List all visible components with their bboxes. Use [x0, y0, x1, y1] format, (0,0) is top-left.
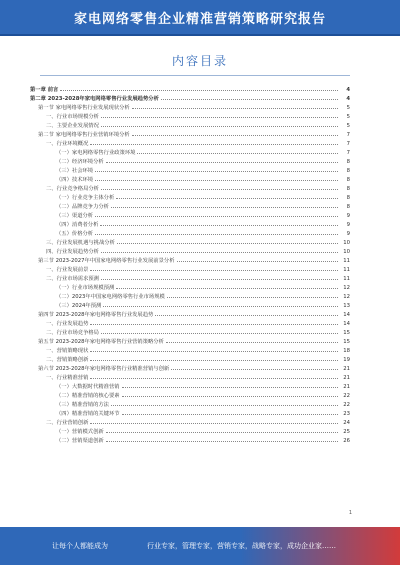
toc-entry-title: （四）技术环境 — [56, 177, 94, 183]
toc-entry[interactable] — [30, 120, 350, 129]
toc-entry-title: 一、行业精准营销 — [46, 375, 89, 381]
toc-entry[interactable] — [30, 165, 350, 174]
toc-entry-page: 11 — [343, 267, 350, 273]
toc-dot-leader — [106, 156, 338, 163]
toc-entry-page: 5 — [346, 105, 350, 111]
report-footer — [0, 527, 400, 565]
toc-entry-title: 四、行业发展趋势分析 — [46, 249, 99, 255]
toc-entry[interactable] — [30, 399, 350, 408]
toc-entry-page: 22 — [343, 393, 350, 399]
toc-entry-title: 二、行业竞争格局分析 — [46, 186, 99, 192]
toc-entry-title: 第五节 2023-2028年家电网络零售行业营销策略分析 — [38, 339, 164, 345]
toc-entry-page: 8 — [346, 168, 350, 174]
toc-dot-leader — [111, 399, 338, 406]
toc-entry-title: 二、主要企业发展情况 — [46, 123, 99, 129]
toc-entry[interactable] — [30, 246, 350, 255]
toc-entry[interactable] — [30, 147, 350, 156]
toc-entry-title: 一、营销策略现状 — [46, 348, 89, 354]
toc-dot-leader — [177, 255, 339, 262]
toc-entry-page: 21 — [343, 375, 350, 381]
toc-entry-page: 8 — [346, 186, 350, 192]
toc-entry-page: 21 — [343, 384, 350, 390]
toc-entry-page: 15 — [343, 339, 350, 345]
toc-entry-title: 第四节 2023-2028年家电网络零售行业发展趋势 — [38, 312, 154, 318]
toc-entry-title: 第一节 家电网络零售行业发展现状分析 — [38, 105, 130, 111]
toc-dot-leader — [117, 237, 338, 244]
toc-entry-title: （二）精准营销的核心要素 — [56, 393, 120, 399]
toc-entry[interactable] — [30, 300, 350, 309]
toc-entry-title: （一）行业竞争主体分析 — [56, 195, 115, 201]
toc-entry[interactable] — [30, 435, 350, 444]
toc-entry[interactable] — [30, 363, 350, 372]
toc-entry-page: 14 — [343, 312, 350, 318]
toc-dot-leader — [161, 93, 338, 100]
toc-dot-leader — [90, 345, 338, 352]
toc-entry-page: 15 — [343, 330, 350, 336]
toc-entry-title: （三）渠道分析 — [56, 213, 94, 219]
toc-dot-leader — [122, 408, 338, 415]
toc-dot-leader — [132, 129, 338, 136]
footer-slogan-right: 行业专家，管理专家，营销专家，战略专家，成功企业家…… — [147, 542, 336, 550]
toc-dot-leader — [90, 138, 338, 145]
toc-entry[interactable] — [30, 111, 350, 120]
toc-entry[interactable] — [30, 93, 350, 102]
toc-entry-page: 7 — [346, 141, 350, 147]
toc-entry-page: 8 — [346, 204, 350, 210]
toc-entry[interactable] — [30, 183, 350, 192]
toc-entry[interactable] — [30, 309, 350, 318]
toc-entry-title: 第二章 2023-2028年家电网络零售行业发展趋势分析 — [30, 96, 159, 102]
toc-entry-page: 23 — [343, 411, 350, 417]
toc-entry[interactable] — [30, 318, 350, 327]
toc-entry-title: 第三节 2023-2027年中国家电网络零售行业发展前景分析 — [38, 258, 175, 264]
toc-entry[interactable] — [30, 417, 350, 426]
toc-dot-leader — [60, 84, 338, 91]
toc-entry-page: 4 — [346, 96, 350, 102]
toc-entry-title: （一）大数据时代精准营销 — [56, 384, 120, 390]
toc-dot-leader — [132, 102, 338, 109]
toc-entry-title: （二）营销渠道创新 — [56, 438, 104, 444]
toc-dot-leader — [171, 363, 338, 370]
toc-title-rule — [40, 75, 350, 76]
page-number: 1 — [348, 510, 352, 516]
toc-entry[interactable] — [30, 336, 350, 345]
toc-entry-title: （三）精准营销的方法 — [56, 402, 109, 408]
toc-entry[interactable] — [30, 156, 350, 165]
toc-entry[interactable] — [30, 192, 350, 201]
toc-entry-title: （三）2024年预测 — [56, 303, 102, 309]
toc-entry-page: 12 — [343, 285, 350, 291]
toc-entry-page: 22 — [343, 402, 350, 408]
toc-entry[interactable] — [30, 264, 350, 273]
toc-entry-title: （二）2023年中国家电网络零售行业市场规模 — [56, 294, 165, 300]
toc-dot-leader — [90, 354, 338, 361]
toc-dot-leader — [122, 381, 338, 388]
toc-entry-page: 24 — [343, 420, 350, 426]
toc-dot-leader — [167, 291, 338, 298]
toc-dot-leader — [100, 219, 338, 226]
toc-entry-title: （一）行业市场规模预测 — [56, 285, 115, 291]
toc-entry-page: 10 — [343, 249, 350, 255]
toc-entry-page: 9 — [346, 222, 350, 228]
toc-dot-leader — [101, 273, 338, 280]
toc-dot-leader — [90, 264, 338, 271]
toc-entry[interactable] — [30, 84, 350, 93]
toc-entry-title: （四）消费者分析 — [56, 222, 99, 228]
toc-entry[interactable] — [30, 372, 350, 381]
toc-entry-title: （一）家电网络零售行业政策环境 — [56, 150, 136, 156]
toc-entry[interactable] — [30, 201, 350, 210]
toc-dot-leader — [101, 120, 338, 127]
toc-entry-page: 9 — [346, 213, 350, 219]
toc-entry-page: 14 — [343, 321, 350, 327]
toc-dot-leader — [155, 309, 338, 316]
toc-entry[interactable] — [30, 381, 350, 390]
header-divider — [0, 34, 400, 36]
toc-entry-title: 第二节 家电网络零售行业营销环境分析 — [38, 132, 130, 138]
toc-entry-title: 第一章 前言 — [30, 87, 59, 93]
toc-entry[interactable] — [30, 174, 350, 183]
toc-entry-page: 5 — [346, 114, 350, 120]
toc-entry-title: 第六节 2023-2028年家电网络零售行业精准营销与创新 — [38, 366, 170, 372]
toc-dot-leader — [116, 282, 338, 289]
toc-entry[interactable] — [30, 390, 350, 399]
report-header — [0, 0, 400, 34]
toc-entry-page: 9 — [346, 231, 350, 237]
toc-entry-page: 8 — [346, 159, 350, 165]
toc-entry-page: 5 — [346, 123, 350, 129]
toc-entry[interactable] — [30, 408, 350, 417]
toc-dot-leader — [95, 165, 338, 172]
toc-dot-leader — [106, 426, 338, 433]
toc-dot-leader — [166, 336, 338, 343]
toc-entry-page: 10 — [343, 240, 350, 246]
toc-entry-title: 一、行业发展前景 — [46, 267, 89, 273]
toc-entry[interactable] — [30, 354, 350, 363]
toc-entry[interactable] — [30, 237, 350, 246]
toc-entry-title: （三）社会环境 — [56, 168, 94, 174]
toc-entry-page: 13 — [343, 303, 350, 309]
toc-entry-title: 二、行业市场竞争格局 — [46, 330, 99, 336]
toc-dot-leader — [95, 210, 338, 217]
toc-entry[interactable] — [30, 345, 350, 354]
toc-dot-leader — [90, 417, 338, 424]
toc-dot-leader — [101, 327, 338, 334]
toc-entry-title: （五）价格分析 — [56, 231, 94, 237]
toc-entry-page: 8 — [346, 177, 350, 183]
toc-entry-title: （一）营销模式创新 — [56, 429, 104, 435]
toc-dot-leader — [101, 183, 338, 190]
toc-entry[interactable] — [30, 426, 350, 435]
toc-entry-page: 7 — [346, 150, 350, 156]
toc-entry-page: 18 — [343, 348, 350, 354]
toc-title: 内容目录 — [171, 54, 228, 68]
toc-dot-leader — [106, 435, 338, 442]
toc-dot-leader — [111, 201, 338, 208]
toc-entry-title: 二、行业市场需求预测 — [46, 276, 99, 282]
toc-entry-page: 11 — [343, 276, 350, 282]
toc-dot-leader — [122, 390, 338, 397]
toc-entry-page: 8 — [346, 195, 350, 201]
toc-dot-leader — [116, 192, 338, 199]
toc-dot-leader — [103, 300, 338, 307]
toc-entry[interactable] — [30, 327, 350, 336]
toc-entry-title: （二）经济环境分析 — [56, 159, 104, 165]
toc-entry-page: 19 — [343, 357, 350, 363]
toc-entry-title: 一、行业发展趋势 — [46, 321, 89, 327]
toc-entry[interactable] — [30, 129, 350, 138]
toc-entry[interactable] — [30, 255, 350, 264]
toc-entry-title: 三、行业发展机遇与挑战分析 — [46, 240, 115, 246]
toc-dot-leader — [101, 246, 338, 253]
toc-entry-page: 21 — [343, 366, 350, 372]
toc-entry[interactable] — [30, 228, 350, 237]
toc-entry-title: （四）精准营销的关键环节 — [56, 411, 120, 417]
toc-entry-title: 一、行业市场规模分析 — [46, 114, 99, 120]
toc-entry-title: 二、行业营销创新 — [46, 420, 89, 426]
toc-dot-leader — [95, 174, 338, 181]
toc-dot-leader — [90, 318, 338, 325]
report-title: 家电网络零售企业精准营销策略研究报告 — [73, 11, 326, 27]
toc-entry[interactable] — [30, 102, 350, 111]
toc-entry-title: 二、营销策略创新 — [46, 357, 89, 363]
toc-entry[interactable] — [30, 210, 350, 219]
toc-entry-page: 25 — [343, 429, 350, 435]
toc-dot-leader — [95, 228, 338, 235]
toc-entry[interactable] — [30, 291, 350, 300]
toc-dot-leader — [101, 111, 338, 118]
toc-entry-page: 7 — [346, 132, 350, 138]
toc-dot-leader — [137, 147, 338, 154]
toc-entry-page: 4 — [346, 87, 350, 93]
toc-entry-page: 12 — [343, 294, 350, 300]
toc-dot-leader — [90, 372, 338, 379]
footer-slogan-left: 让每个人都能成为 — [52, 542, 108, 550]
toc-entry-title: （二）品牌竞争力分析 — [56, 204, 109, 210]
toc-entry[interactable] — [30, 138, 350, 147]
toc-entry[interactable] — [30, 219, 350, 228]
table-of-contents — [30, 84, 350, 444]
toc-entry-page: 26 — [343, 438, 350, 444]
toc-entry-page: 11 — [343, 258, 350, 264]
toc-entry-title: 一、行业环境概况 — [46, 141, 89, 147]
toc-entry[interactable] — [30, 273, 350, 282]
toc-entry[interactable] — [30, 282, 350, 291]
